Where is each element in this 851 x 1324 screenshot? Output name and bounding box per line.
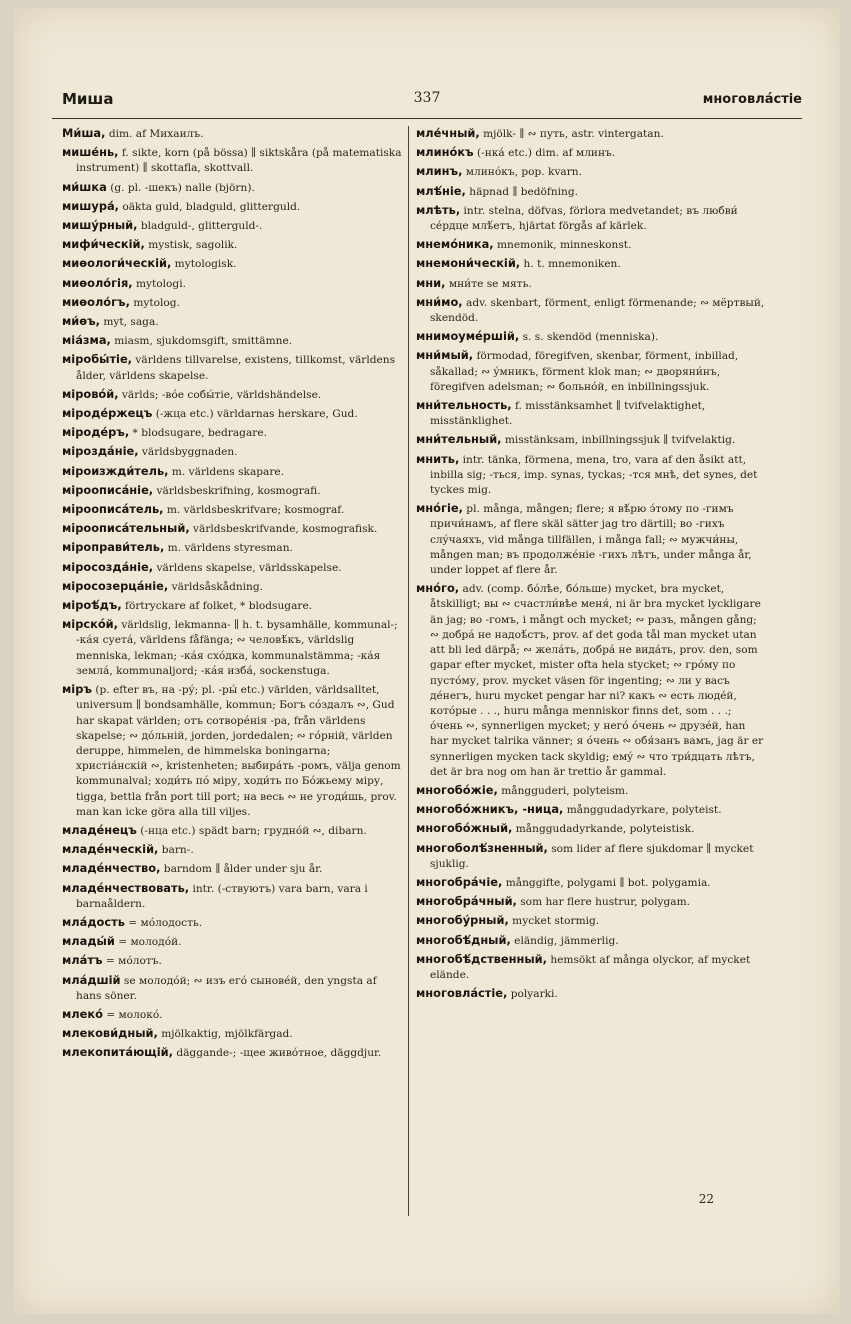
dictionary-entry (416, 348, 766, 395)
entry-definition: mytologi. (135, 277, 186, 290)
entry-headword: миѳологи́ческій, (62, 256, 172, 271)
dictionary-entry (62, 579, 404, 595)
entry-definition: polyarki. (510, 988, 558, 1001)
dictionary-entry (62, 521, 404, 537)
entry-headword: мнóго, (416, 581, 460, 596)
entry-headword: міроде́ржецъ (62, 406, 153, 421)
entry-definition: (p. efter въ, на -рý; pl. -ры́ etc.) världen, världsalltet, universum ∥ bondsamhälle, kommun; Богъ сóздалъ ∾, Gud har skapat världen; отъ сотворéнія -ра, från världens skapelse; ∾ дóльній, jorden, jordedalen; ∾ гóрній, världen deruppe, himmelen, de himmelska boningarna; христiáнскій ∾, kristenheten; выбирáть -ромъ, välja genom kommunalval; ходи́ть пó міру, ходи́ть по Бóжьему міру, tigga, bettla från port till port; на весь ∾ не угоди́шь, prov. man kan icke göra alla till viljes. (76, 684, 401, 818)
entry-headword: ми́шка (62, 179, 107, 194)
entry-headword: мифи́ческій, (62, 237, 145, 252)
dictionary-entry (416, 398, 766, 429)
entry-headword: младéнецъ (62, 822, 137, 837)
entry-definition: * blodsugare, bedragare. (132, 427, 267, 440)
dictionary-entry (62, 934, 404, 950)
dictionary-entry (62, 502, 404, 518)
entry-definition: = мóлодость. (128, 916, 203, 929)
header-right-guideword: многовлáстіе (702, 92, 802, 107)
entry-definition: pl. många, mången; flere; я вѣ́рю э́тому по -гимъ причи́намъ, af flere skäl sätter jag tro därtill; во -гихъ слýчаяхъ, vid många tillfällen, i många fall; ∾ мужчи́ны, mången man; въ продолжéніе -гихъ лѣтъ, under många år, under loppet af flere år. (430, 503, 752, 577)
entry-headword: мнемони́ческій, (416, 256, 521, 271)
dictionary-entry (62, 598, 404, 614)
entry-headword: многовлáстіе, (416, 986, 508, 1001)
entry-headword: млáдость (62, 914, 125, 929)
entry-headword: младéнчествовать, (62, 880, 190, 895)
entry-headword: мiроописáтельный, (62, 521, 190, 536)
entry-headword: многобóжникъ, -ница, (416, 802, 564, 817)
entry-definition: млинóкъ, pop. kvarn. (465, 166, 582, 179)
entry-definition: eländig, jämmerlig. (514, 934, 619, 947)
entry-definition: världsbyggnaden. (141, 446, 238, 459)
entry-headword: млекопитáющій, (62, 1045, 173, 1060)
dictionary-entry (416, 184, 766, 200)
entry-headword: млѣть, (416, 202, 461, 217)
entry-headword: мірскóй, (62, 617, 118, 632)
entry-definition: misstänksam, inbillningssjuk ∥ tvifvelaktig. (504, 434, 736, 447)
dictionary-entry (416, 894, 766, 910)
entry-definition: f. misstänksamhet ∥ tvifvelaktighet, misstänklighet. (430, 400, 706, 428)
entry-definition: intr. stelna, döfvas, förlora medvetandet; въ любви́ сéрдце млѣ́етъ, hjärtat förgås af kärlek. (430, 204, 738, 233)
entry-definition: (-жца etc.) världarnas herskare, Gud. (155, 408, 358, 421)
dictionary-entry (416, 952, 766, 983)
dictionary-entry (62, 199, 404, 215)
entry-definition: (g. pl. -шекъ) nalle (björn). (110, 181, 255, 194)
entry-headword: мнимоумéршій, (416, 329, 520, 344)
entry-headword: міроздáніе, (62, 444, 139, 459)
entry-definition: barndom ∥ ålder under sju år. (163, 863, 323, 876)
entry-headword: міроде́ръ, (62, 425, 130, 440)
entry-headword: многобрáчный, (416, 894, 517, 909)
entry-headword: мни́тельный, (416, 432, 502, 447)
dictionary-entry (416, 203, 766, 234)
entry-definition: dim. af Михаилъ. (108, 128, 204, 140)
entry-definition: världslig, lekmanna- ∥ h. t. bysamhälle, kommunal-; -кáя суетá, världens fåfänga; ∾ человѣ́къ, världslig menniska, lekman; -кáя схóдка, kommunalstämma; -кáя землá, kommunaljord; -кáя избá, sockenstuga. (76, 619, 398, 677)
dictionary-entry (62, 406, 404, 422)
entry-headword: мишу́рный, (62, 218, 138, 233)
entry-headword: миѳоло́гъ, (62, 294, 130, 309)
dictionary-page (14, 8, 840, 1314)
entry-definition: världsåskådning. (171, 580, 264, 593)
entry-headword: млекó (62, 1006, 103, 1021)
dictionary-entry (62, 314, 404, 330)
entry-headword: младéнческій, (62, 842, 159, 857)
entry-headword: многоболѣ́зненный, (416, 840, 548, 855)
dictionary-entry (416, 802, 766, 818)
dictionary-entry (416, 256, 766, 272)
entry-definition: månggifte, polygami ∥ bot. polygamia. (505, 876, 711, 889)
entry-headword: міръ (62, 682, 92, 697)
entry-definition: = молодóй. (118, 936, 182, 949)
entry-definition: som lider af flere sjukdomar ∥ mycket sjuklig. (430, 842, 754, 870)
entry-definition: däggande-; -щее живóтное, däggdjur. (176, 1047, 382, 1060)
entry-headword: мнóгіе, (416, 501, 463, 516)
entry-definition: (-нкá etc.) dim. af млинъ. (477, 147, 616, 160)
dictionary-entry (62, 953, 404, 969)
entry-definition: m. världsbeskrifvare; kosmograf. (166, 504, 345, 517)
dictionary-entry (62, 617, 404, 679)
entry-definition: (-нца etc.) spädt barn; груднóй ∾, dibarn. (140, 824, 367, 837)
entry-headword: ми́ѳъ, (62, 314, 101, 329)
entry-definition: s. s. skendöd (menniska). (522, 331, 659, 344)
entry-headword: міроправи́тель, (62, 540, 165, 555)
entry-headword: мни́мый, (416, 348, 474, 363)
entry-headword: многобѣ́дный, (416, 932, 511, 947)
entry-definition: världs; -вóе собы́тіе, världshändelse. (121, 388, 322, 401)
dictionary-entry (416, 821, 766, 837)
entry-headword: млáдшій (62, 972, 121, 987)
entry-definition: mytologisk. (174, 258, 237, 271)
entry-definition: mycket stormig. (512, 915, 600, 928)
right-column (416, 126, 766, 1216)
entry-headword: мни́тельность, (416, 398, 512, 413)
dictionary-entry (416, 581, 766, 780)
dictionary-entry (62, 540, 404, 556)
entry-definition: h. t. mnemoniken. (523, 258, 621, 271)
entry-headword: міроизжди́тель, (62, 463, 169, 478)
dictionary-entry (62, 483, 404, 499)
dictionary-entry (62, 842, 404, 858)
entry-headword: многобѣ́дственный, (416, 951, 547, 966)
dictionary-entry (416, 126, 766, 142)
entry-definition: mjölk- ∥ ∾ путь, astr. vintergatan. (483, 128, 664, 140)
dictionary-entry (416, 875, 766, 891)
entry-headword: млинóкъ (416, 145, 474, 160)
dictionary-entry (62, 560, 404, 576)
dictionary-entry (416, 986, 766, 1002)
entry-headword: млады́й (62, 934, 115, 949)
entry-definition: f. sikte, korn (på bössa) ∥ siktskåra (på matematiska instrument) ∥ skottafla, skottvall. (76, 147, 402, 175)
entry-definition: adv. (comp. бóлѣе, бóльше) mycket, bra mycket, åtskilligt; вы ∾ счастли́вѣе меня́, ni är bra mycket lyckligare än jag; во -гомъ, i mångt och mycket; ∾ разъ, mången gång; ∾ добрá не надоѣ́стъ, prov. af det goda tål man mycket utan att bli led därpå; ∾ желáть, добрá не видáть, prov. den, som gapar efter mycket, mister ofta hela stycket; ∾ грóму по пустóму, prov. mycket väsen för ingenting; ∾ ли у васъ дéнегъ, huru mycket pengar har ni? какъ ∾ есть людéй, котóрые . . ., huru många menniskor finns det, som . . .; óчень ∾, synnerligen mycket; у негó óчень ∾ друзéй, han har mycket talrika vänner; я óчень ∾ обя́занъ вамъ, jag är er synnerligen mycken tack skyldig; емý ∾ что три́дцать лѣтъ, det är bra nog om han är trettio år gammal. (430, 583, 764, 778)
dictionary-entry (62, 256, 404, 272)
entry-headword: міа́зма, (62, 333, 111, 348)
entry-headword: мише́нь, (62, 145, 119, 160)
dictionary-entry (62, 218, 404, 234)
entry-definition: myt, saga. (103, 316, 159, 329)
entry-definition: världens tillvarelse, existens, tillkomst, världens ålder, världens skapelse. (76, 354, 396, 382)
running-head (52, 88, 802, 119)
dictionary-entry (62, 881, 404, 912)
dictionary-entry (62, 425, 404, 441)
header-page-number: 337 (413, 90, 441, 106)
entry-definition: månggudadyrkare, polyteist. (566, 804, 722, 817)
entry-headword: міроѣ́дъ, (62, 598, 122, 613)
entry-definition: mångguderi, polyteism. (501, 784, 629, 797)
entry-definition: мни́те se мять. (448, 277, 532, 290)
dictionary-entry (416, 501, 766, 578)
dictionary-entry (62, 682, 404, 820)
dictionary-entry (62, 333, 404, 349)
dictionary-entry (62, 1007, 404, 1023)
entry-definition: mystisk, sagolik. (148, 239, 238, 252)
dictionary-entry (62, 237, 404, 253)
entry-definition: adv. skenbart, förment, enligt förmenande; ∾ мёртвый, skendöd. (430, 296, 765, 325)
dictionary-entry (62, 915, 404, 931)
entry-headword: міросоздáніе, (62, 559, 154, 574)
dictionary-entry (416, 276, 766, 292)
dictionary-entry (416, 295, 766, 326)
entry-headword: многобóжіе, (416, 782, 498, 797)
dictionary-entry (62, 295, 404, 311)
entry-definition: världsbeskrifning, kosmografi. (156, 484, 321, 497)
entry-definition: intr. (-ствуютъ) vara barn, vara i barnaåldern. (76, 882, 368, 910)
entry-headword: млáтъ (62, 953, 103, 968)
entry-headword: мле́чный, (416, 126, 480, 140)
entry-headword: многобýрный, (416, 913, 509, 928)
entry-headword: мнемóника, (416, 237, 494, 252)
entry-headword: міробы́тіе, (62, 352, 133, 367)
entry-definition: som har flere hustrur, polygam. (520, 896, 690, 909)
entry-headword: міроописáніе, (62, 482, 154, 497)
header-left-guideword: Миша (62, 90, 114, 108)
entry-headword: младéнчество, (62, 861, 161, 876)
entry-headword: мни, (416, 275, 446, 290)
dictionary-entry (62, 126, 404, 142)
dictionary-entry (62, 276, 404, 292)
dictionary-entry (416, 432, 766, 448)
dictionary-entry (416, 783, 766, 799)
dictionary-entry (62, 180, 404, 196)
entry-headword: миѳоло́гія, (62, 275, 133, 290)
entry-definition: intr. tänka, förmena, mena, tro, vara af den åsikt att, inbilla sig; -ться, imp. synas, tyckas; -тся мнѣ, det synes, det tyckes mig. (430, 453, 758, 497)
dictionary-entry (416, 164, 766, 180)
entry-headword: млинъ, (416, 164, 463, 179)
entry-definition: världens skapelse, världsskapelse. (156, 561, 342, 574)
entry-definition: förtryckare af folket, * blodsugare. (125, 600, 313, 613)
entry-definition: världsbeskrifvande, kosmografisk. (193, 523, 378, 536)
dictionary-entry (62, 352, 404, 383)
left-column (62, 126, 404, 1216)
dictionary-entry (62, 823, 404, 839)
entry-definition: hemsökt af många olyckor, af mycket elände. (430, 953, 751, 981)
entry-definition: förmodad, föregifven, skenbar, förment, inbillad, såkallad; ∾ ýмникъ, förment klok man; ∾ дворяни́нъ, föregifven adelsman; ∾ больнóй, en inbillningssjuk. (430, 350, 739, 393)
entry-headword: Ми́ша, (62, 126, 106, 140)
footer-signature-mark: 22 (698, 1192, 714, 1206)
entry-headword: міросозерцáніе, (62, 578, 169, 593)
dictionary-entry (416, 913, 766, 929)
dictionary-entry (416, 933, 766, 949)
entry-definition: = мóлотъ. (105, 955, 162, 968)
dictionary-entry (416, 145, 766, 161)
dictionary-entry (62, 145, 404, 176)
entry-definition: se молодóй; ∾ изъ егó сыновéй, den yngsta af hans söner. (76, 974, 377, 1002)
entry-headword: мишура́, (62, 198, 119, 213)
entry-definition: häpnad ∥ bedöfning. (469, 185, 579, 198)
dictionary-entry (416, 329, 766, 345)
entry-headword: мiроописáтель, (62, 502, 164, 517)
entry-headword: млекови́дный, (62, 1026, 158, 1041)
entry-headword: мни́мо, (416, 294, 463, 309)
entry-definition: = молокó. (106, 1008, 163, 1021)
dictionary-entry (62, 1026, 404, 1042)
entry-headword: многобóжный, (416, 821, 513, 836)
dictionary-entry (416, 841, 766, 872)
entry-definition: månggudadyrkande, polyteistisk. (515, 823, 695, 836)
entry-definition: barn-. (161, 844, 194, 857)
entry-definition: mytolog. (133, 296, 180, 309)
entry-definition: m. världens styresman. (167, 542, 293, 555)
dictionary-entry (62, 444, 404, 460)
dictionary-entry (62, 464, 404, 480)
dictionary-entry (416, 237, 766, 253)
entry-headword: млѣ́ніе, (416, 183, 466, 198)
entry-headword: многобрáчіе, (416, 874, 503, 889)
column-divider (408, 126, 409, 1216)
entry-headword: міровóй, (62, 386, 119, 401)
entry-definition: miasm, sjukdomsgift, smittämne. (114, 335, 293, 348)
dictionary-entry (416, 452, 766, 499)
dictionary-entry (62, 973, 404, 1004)
dictionary-entry (62, 861, 404, 877)
entry-headword: мнить, (416, 451, 460, 466)
entry-definition: mnemonik, minneskonst. (497, 239, 632, 252)
dictionary-entry (62, 387, 404, 403)
entry-definition: mjölkaktig, mjölkfärgad. (161, 1028, 293, 1041)
entry-definition: bladguld-, glitterguld-. (140, 220, 263, 233)
entry-definition: m. världens skapare. (171, 465, 285, 478)
dictionary-entry (62, 1045, 404, 1061)
entry-definition: oäkta guld, bladguld, glitterguld. (122, 200, 301, 213)
